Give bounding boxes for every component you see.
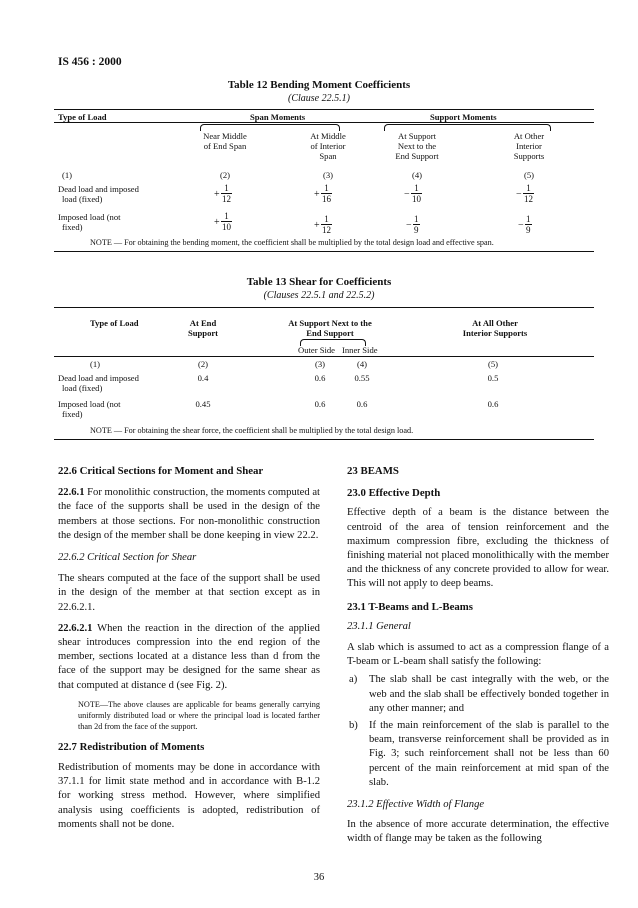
section-23-heading: 23 BEAMS — [347, 465, 399, 477]
table12-grp-span: Span Moments — [250, 112, 306, 122]
para-22-6-1: 22.6.1 For monolithic construction, the moments computed at the face of the supports shall be used in the design of the members at those sections. For non-monolithic construction the design of the member shall be done keeping in view 22.2. — [58, 487, 320, 541]
t13-r1-c3: 0.6 — [314, 373, 326, 383]
t13-r1-c2: 0.4 — [197, 373, 209, 383]
table12-head-rule — [54, 122, 594, 123]
t13-r2-c5: 0.6 — [487, 399, 499, 409]
table12-sub4: At Other Interior Supports — [513, 131, 545, 161]
table12-support-bracket — [384, 124, 551, 131]
list-item-a: a) The slab shall be cast integrally with the web, or the web and the slab shall be effectively bonded together in any other manner; and — [349, 674, 609, 714]
table13-row2-label: Imposed load (not fixed) — [58, 399, 121, 419]
table13-col-other: At All Other Interior Supports — [462, 318, 528, 338]
table13-note: NOTE — For obtaining the shear force, the coefficient shall be multiplied by the total design load. — [90, 426, 414, 435]
para-22-6-2-1: 22.6.2.1 When the reaction in the direction of the applied shear introduces compression into the end region of the member, sections located at a distance less than d from the face of the support may be designed for the same shear as that computed at distance d (see Fig. 2). — [58, 622, 320, 691]
table12-sub3: At Support Next to the End Support — [395, 131, 439, 161]
t13-r1-c5: 0.5 — [487, 373, 499, 383]
standard-header: IS 456 : 2000 — [58, 56, 122, 68]
t13-r2-c4: 0.6 — [356, 399, 368, 409]
table12-num4: (4) — [411, 170, 423, 180]
table13-col-type: Type of Load — [90, 318, 139, 328]
table12-bottom-rule — [54, 251, 594, 252]
table13-title: Table 13 Shear for Coefficients — [246, 276, 392, 288]
table12-num1: (1) — [62, 170, 73, 180]
table13-num5: (5) — [487, 359, 499, 369]
table12-row1-label: Dead load and imposed load (fixed) — [58, 184, 139, 204]
table13-col-end: At End Support — [187, 318, 219, 338]
t13-r1-c4: 0.55 — [354, 373, 370, 383]
section-22-6-heading: 22.6 Critical Sections for Moment and Shear — [58, 465, 264, 477]
para-22-7: Redistribution of moments may be done in accordance with 37.1.1 for limit state method and in accordance with B-1.2 for working stress method. However, where simplified analysis using coefficients is adopted, redistribution of moments shall not be done. — [58, 762, 320, 830]
table12-note: NOTE — For obtaining the bending moment, the coefficient shall be multiplied by the total design load and effective span. — [90, 238, 494, 247]
page-number: 36 — [313, 872, 325, 883]
table12-clause: (Clause 22.5.1) — [288, 93, 350, 104]
table13-outer: Outer Side — [298, 345, 335, 355]
section-22-7-heading: 22.7 Redistribution of Moments — [58, 740, 205, 753]
para-22-6-2: The shears computed at the face of the support shall be used in the design of the member at that section except as in 22.6.2.1. — [58, 573, 320, 613]
table12-span-bracket — [200, 124, 340, 131]
table13-num4: (4) — [356, 359, 368, 369]
table12-title: Table 12 Bending Moment Coefficients — [227, 79, 411, 91]
table13-bottom-rule — [54, 439, 594, 440]
table13-inner: Inner Side — [342, 345, 378, 355]
table13-num2: (2) — [197, 359, 209, 369]
table13-num1: (1) — [90, 359, 101, 369]
table12-num2: (2) — [219, 170, 231, 180]
table12-row2-label: Imposed load (not fixed) — [58, 212, 121, 232]
list-item-b: b) If the main reinforcement of the slab is parallel to the beam, transverse reinforcement shall be provided as in Fig. 3; such reinforcement shall not be less than 60 percent of the main reinforcement at mid span of the slab. — [349, 720, 609, 788]
section-22-6-2-heading: 22.6.2 Critical Section for Shear — [58, 552, 197, 564]
right-column — [347, 464, 609, 847]
section-23-1-1-heading: 23.1.1 General — [347, 620, 411, 632]
t13-r2-c2: 0.45 — [195, 399, 211, 409]
table12-top-rule — [54, 109, 594, 110]
para-23-1-2: In the absence of more accurate determination, the effective width of flange may be taken as the following — [347, 819, 609, 845]
section-23-0-heading: 23.0 Effective Depth — [347, 487, 441, 500]
table12-num5: (5) — [523, 170, 535, 180]
table13-col-next: At Support Next to the End Support — [288, 318, 372, 338]
table12-grp-support: Support Moments — [430, 112, 497, 122]
table13-top-rule — [54, 307, 594, 308]
section-23-1-2-heading: 23.1.2 Effective Width of Flange — [347, 799, 485, 811]
table13-clause: (Clauses 22.5.1 and 22.5.2) — [263, 290, 375, 301]
table12-num3: (3) — [322, 170, 334, 180]
left-note: NOTE—The above clauses are applicable for beams generally carrying uniformly distributed load or where the principal load is located farther than 2d from the face of the support. — [78, 699, 320, 731]
para-23-1-1: A slab which is assumed to act as a compression flange of a T-beam or L-beam shall satisfy the following: — [347, 642, 609, 668]
para-23-0: Effective depth of a beam is the distance between the centroid of the area of tension reinforcement and the maximum compression fibre, excluding the thickness of finishing material not placed monolithically with the member and the thickness of any concrete provided to allow for wear. This will not apply to deep beams. — [347, 507, 609, 590]
table12-sub2: At Middle of Interior Span — [310, 131, 346, 161]
table12-sub1: Near Middle of End Span — [203, 131, 247, 151]
t13-r2-c3: 0.6 — [314, 399, 326, 409]
left-column — [58, 464, 320, 832]
table13-num3: (3) — [314, 359, 326, 369]
table13-head-rule — [54, 356, 594, 357]
table13-row1-label: Dead load and imposed load (fixed) — [58, 373, 139, 393]
table12-col-type: Type of Load — [58, 112, 107, 122]
section-23-1-heading: 23.1 T-Beams and L-Beams — [347, 600, 473, 613]
